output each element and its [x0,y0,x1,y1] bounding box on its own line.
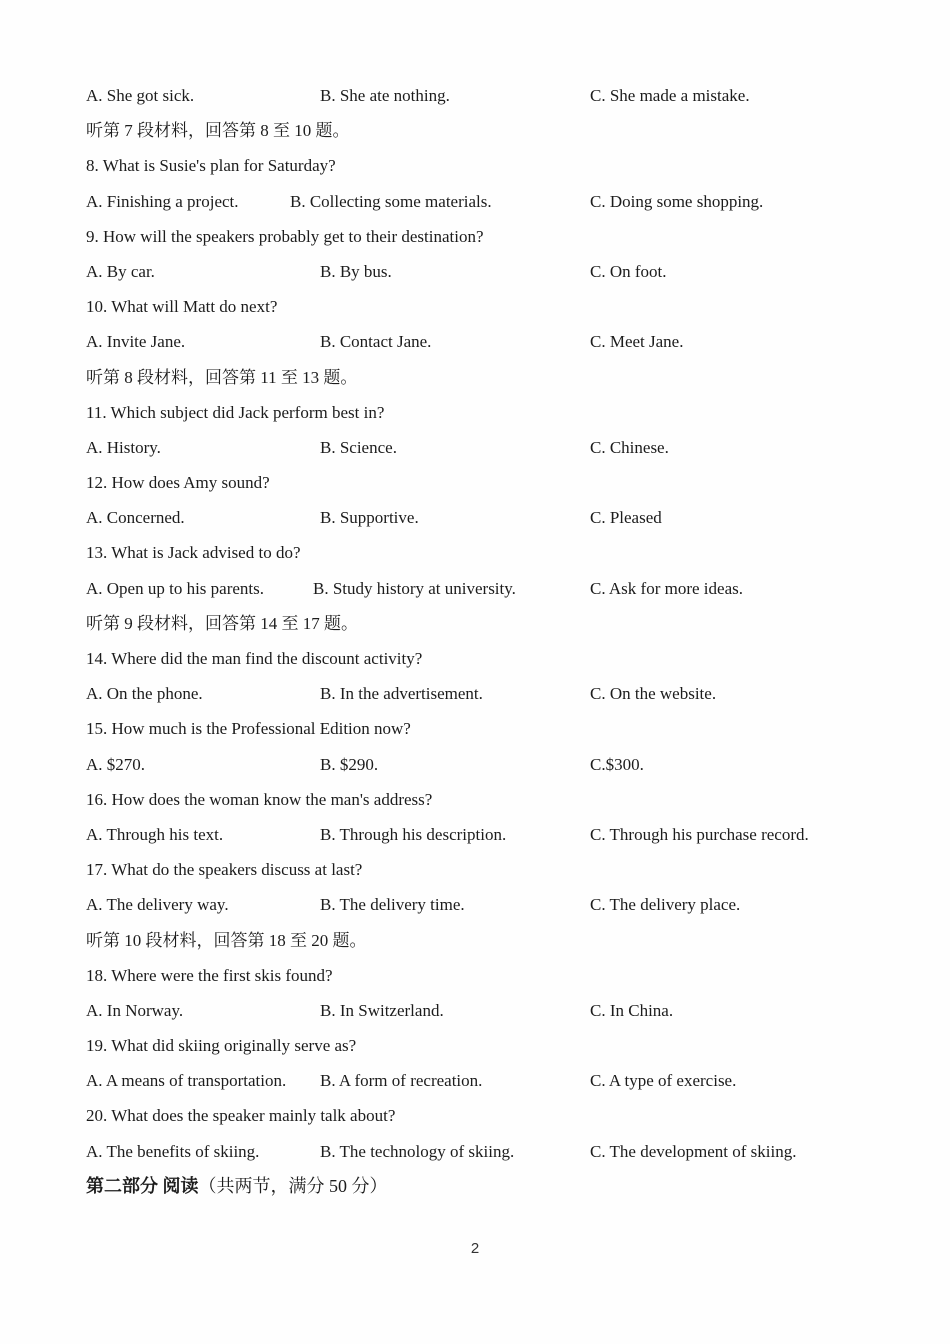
option-b: B. Study history at university. [313,578,516,598]
options-q10 [0,324,950,359]
option-b: B. Collecting some materials. [290,191,492,211]
option-c: C. On the website. [590,684,717,704]
options-q8 [0,184,950,219]
option-b: B. $290. [320,754,379,774]
question-13 [0,535,950,570]
section2-title-bold: 第二部分 阅读 [86,1175,199,1196]
option-a: A. Finishing a project. [86,191,239,211]
option-a: A. Invite Jane. [86,332,186,352]
question-19 [0,1028,950,1063]
listening-cue-section-7 [0,113,950,148]
question-17 [0,852,950,887]
option-c: C. Doing some shopping. [590,191,764,211]
question-text: 17. What do the speakers discuss at last? [86,860,363,880]
question-text: 15. How much is the Professional Edition now? [86,719,411,739]
option-b: B. She ate nothing. [320,86,450,105]
question-text: 13. What is Jack advised to do? [86,543,301,563]
options-q16 [0,817,950,852]
cue-text: 听第 9 段材料，回答第 14 至 17 题。 [86,613,358,633]
option-b: B. Through his description. [320,824,507,844]
option-b: B. The delivery time. [320,895,465,915]
option-b: B. Supportive. [320,508,419,528]
options-q19 [0,1063,950,1098]
question-text: 18. Where were the first skis found? [86,965,333,985]
question-text: 14. Where did the man find the discount activity? [86,649,423,668]
options-q18 [0,993,950,1028]
question-text: 19. What did skiing originally serve as? [86,1036,357,1056]
options-q13 [0,571,950,606]
option-c: C. The development of skiing. [590,1141,797,1161]
options-q17 [0,887,950,922]
option-c: C.$300. [590,754,644,774]
question-11 [0,395,950,430]
option-b: B. By bus. [320,261,392,281]
option-c: C. She made a mistake. [590,86,750,105]
option-a: A. In Norway. [86,1000,184,1020]
option-c: C. Chinese. [590,437,669,457]
option-c: C. Through his purchase record. [590,824,809,844]
option-b: B. In Switzerland. [320,1000,444,1020]
question-18 [0,958,950,993]
option-c: C. Pleased [590,508,662,528]
cue-text: 听第 8 段材料，回答第 11 至 13 题。 [86,367,358,387]
option-a: A. $270. [86,754,146,774]
option-b: B. A form of recreation. [320,1071,483,1091]
options-q7 [0,78,950,113]
question-9 [0,219,950,254]
question-text: 12. How does Amy sound? [86,473,270,493]
listening-cue-section-10 [0,923,950,958]
page-number: 2 [470,1240,480,1257]
option-b: B. Science. [320,437,397,457]
option-a: A. History. [86,437,161,457]
question-8 [0,148,950,183]
option-c: C. In China. [590,1000,674,1020]
question-12 [0,465,950,500]
question-16 [0,782,950,817]
option-c: C. Ask for more ideas. [590,578,743,598]
options-q12 [0,500,950,535]
option-b: B. Contact Jane. [320,332,432,352]
exam-content [0,78,950,1204]
options-q11 [0,430,950,465]
section2-title-note: （共两节，满分 50 分） [198,1175,388,1196]
option-c: C. Meet Jane. [590,332,684,352]
question-text: 20. What does the speaker mainly talk about? [86,1106,396,1126]
cue-text: 听第 7 段材料，回答第 8 至 10 题。 [86,121,350,141]
question-text: 11. Which subject did Jack perform best in? [86,402,385,422]
option-c: C. The delivery place. [590,895,741,915]
option-a: A. On the phone. [86,684,203,704]
option-c: C. A type of exercise. [590,1071,737,1091]
listening-cue-section-8 [0,360,950,395]
question-10 [0,289,950,324]
option-a: A. The delivery way. [86,895,229,915]
question-text: 10. What will Matt do next? [86,297,278,317]
option-a: A. Concerned. [86,508,185,528]
options-q15 [0,747,950,782]
section2-title [86,1169,388,1204]
option-b: B. In the advertisement. [320,684,483,704]
cue-text: 听第 10 段材料，回答第 18 至 20 题。 [86,930,367,950]
question-text: 9. How will the speakers probably get to their destination? [86,226,484,246]
section2-header [0,1169,950,1204]
option-b: B. The technology of skiing. [320,1141,515,1161]
option-c: C. On foot. [590,261,667,281]
option-a: A. She got sick. [86,86,195,105]
option-a: A. The benefits of skiing. [86,1141,260,1161]
question-15 [0,711,950,746]
option-a: A. Through his text. [86,824,224,844]
question-text: 8. What is Susie's plan for Saturday? [86,156,336,176]
listening-cue-section-9 [0,606,950,641]
options-q20 [0,1134,950,1169]
options-q9 [0,254,950,289]
option-a: A. A means of transportation. [86,1071,287,1091]
option-a: A. By car. [86,261,155,281]
question-text: 16. How does the woman know the man's address? [86,789,433,809]
question-20 [0,1098,950,1133]
question-14 [0,641,950,676]
option-a: A. Open up to his parents. [86,578,265,598]
options-q14 [0,676,950,711]
